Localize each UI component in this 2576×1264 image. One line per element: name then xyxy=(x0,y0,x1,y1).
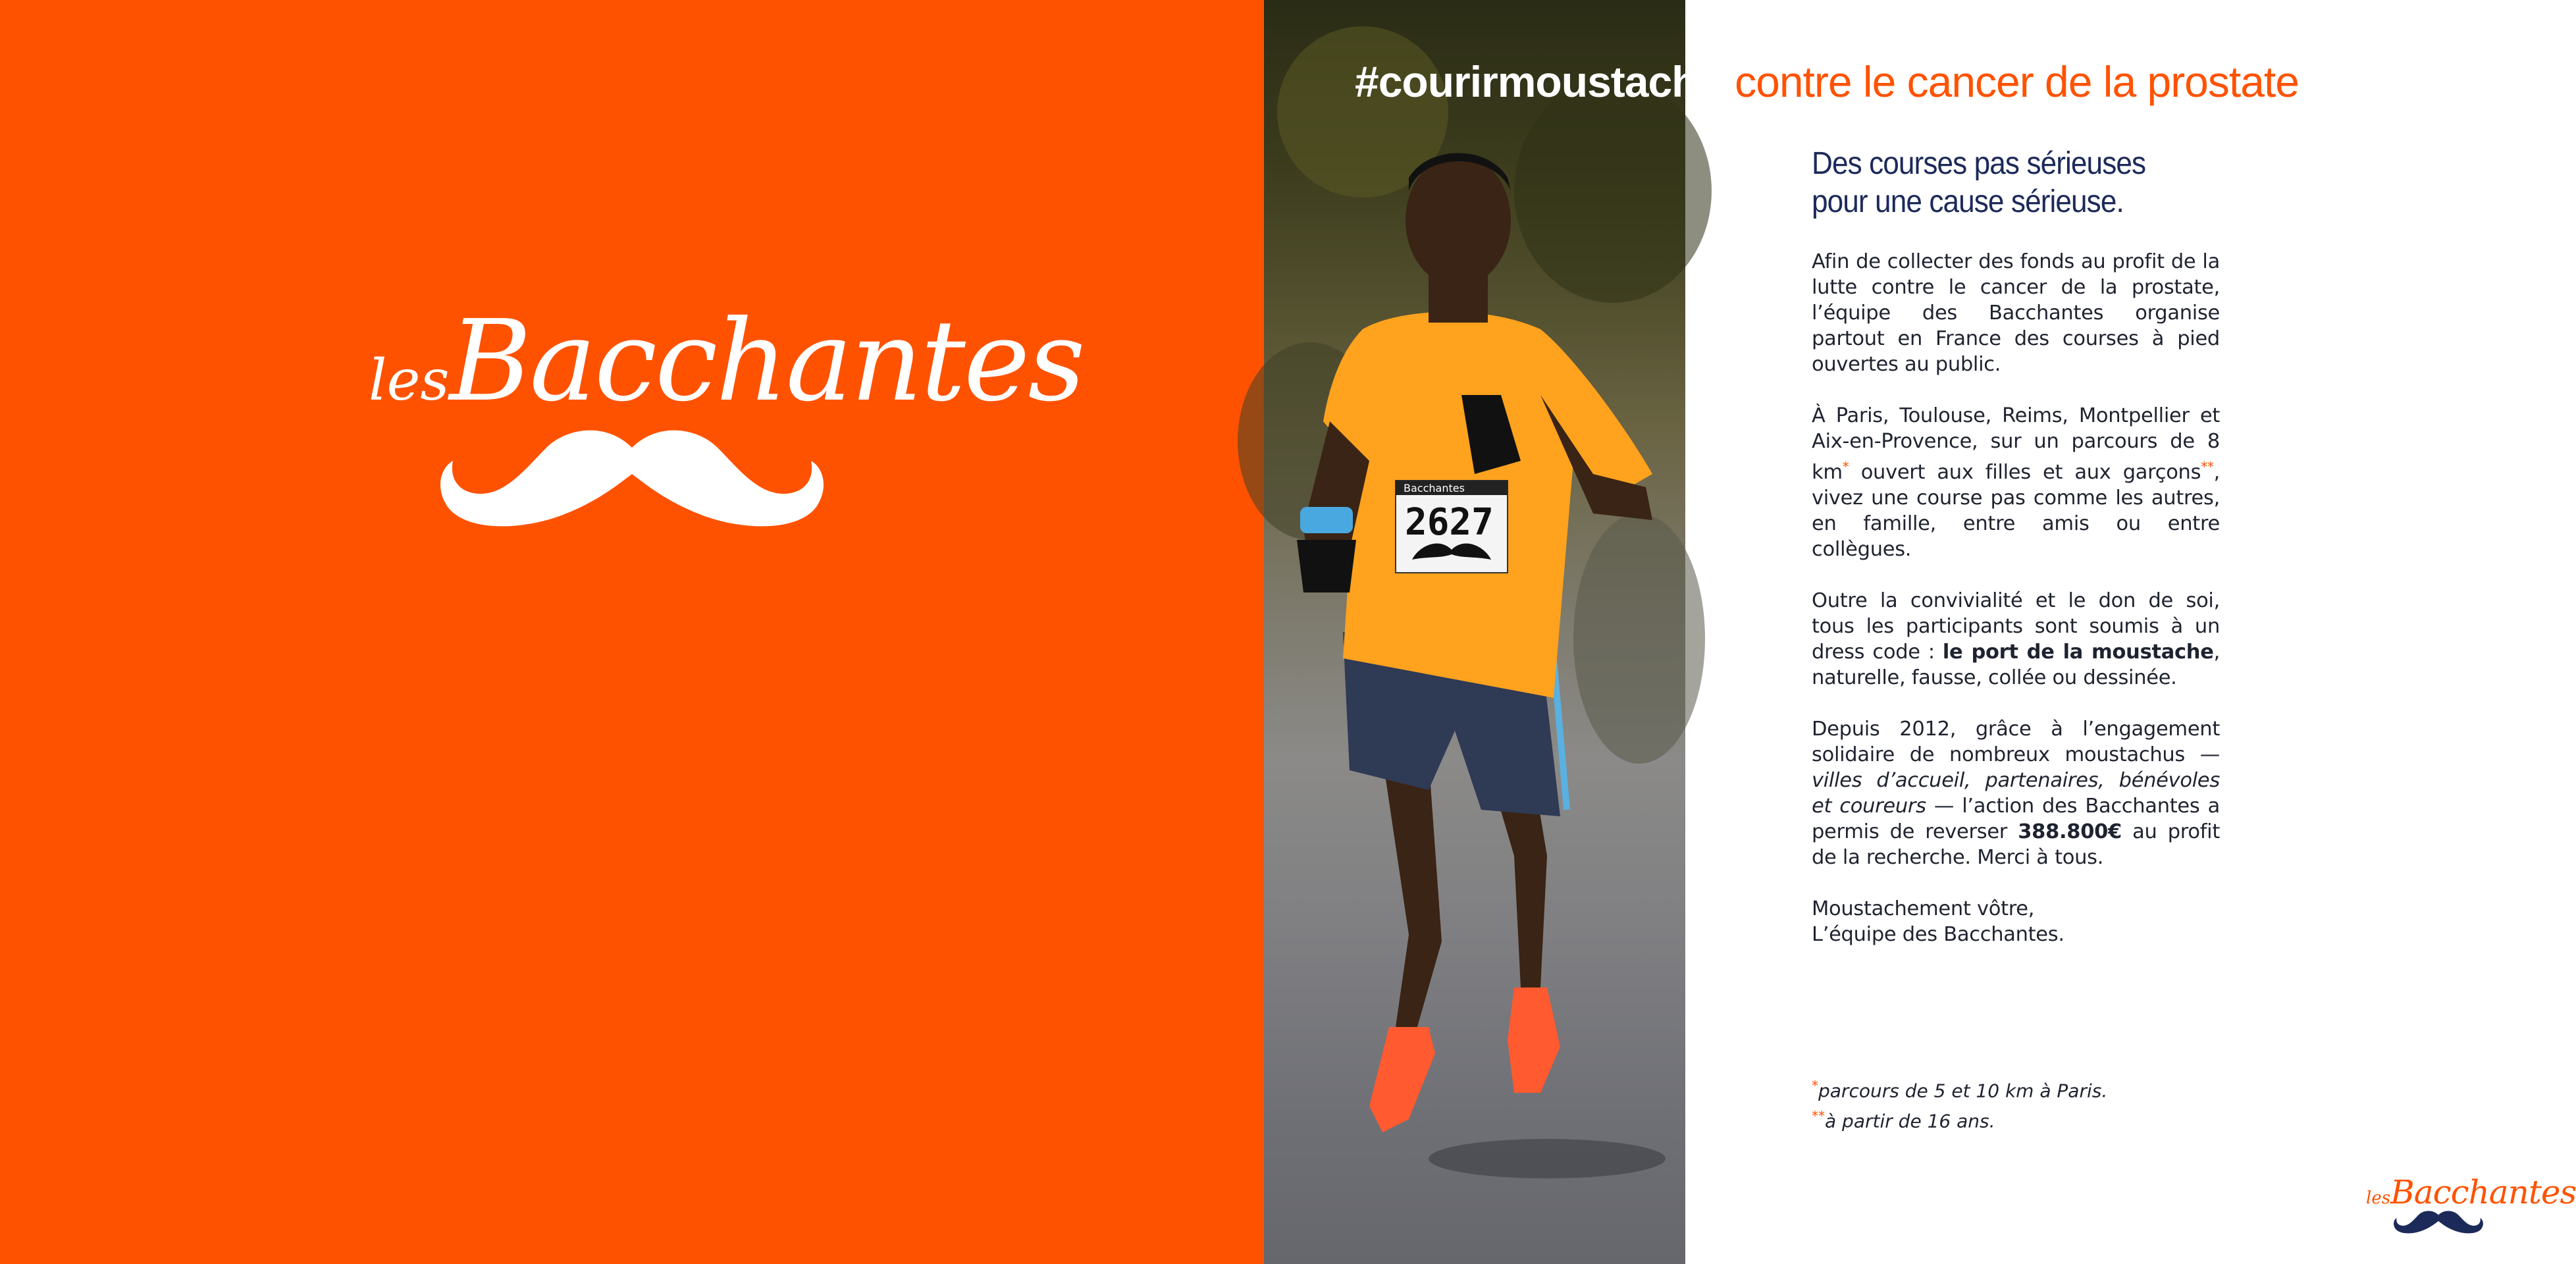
paragraph-since-c: — l’action des Bacchantes a permis de reverser xyxy=(1812,795,2220,844)
footnote-2-marker: ** xyxy=(1812,1108,1825,1124)
donation-amount: 388.800€ xyxy=(2018,820,2122,844)
paragraph-since-a: Depuis 2012, grâce à l’engagement solidaire de nombreux moustachus — xyxy=(1812,718,2220,767)
closing-line-2: L’équipe des Bacchantes. xyxy=(1812,923,2064,947)
paragraph-dress-a: Outre la convivialité et le don de soi, tous les participants sont soumis à un dress code : xyxy=(1812,589,2220,664)
footnote-1-text: parcours de 5 et 10 km à Paris. xyxy=(1818,1080,2108,1102)
footnote-2 xyxy=(1812,1103,2207,1134)
subtitle xyxy=(1812,145,2224,221)
bib-sponsor: Bacchantes xyxy=(1404,482,1465,494)
logo-small-les: les xyxy=(2366,1188,2391,1208)
paragraph-dress-c: , naturelle, fausse, collée ou dessinée. xyxy=(1812,641,2221,690)
footnote-marker-2: ** xyxy=(2201,459,2214,475)
logo-wordmark xyxy=(369,296,1084,427)
paragraph-dress-bold: le port de la moustache xyxy=(1942,641,2214,664)
body-column xyxy=(1812,145,2220,973)
logo-les: les xyxy=(369,348,450,413)
headline xyxy=(1355,54,2299,109)
logo-small-wordmark xyxy=(2366,1173,2576,1211)
logo-small-name: Bacchantes xyxy=(2390,1173,2576,1211)
paragraph-dress-code xyxy=(1812,588,2220,691)
headline-hashtag: #courirmoustachu xyxy=(1355,57,1723,106)
footnotes xyxy=(1812,1073,2207,1134)
bacchantes-logo xyxy=(369,296,1084,546)
footnote-1-marker: * xyxy=(1812,1078,1818,1093)
subtitle-line-1: Des courses pas sérieuses xyxy=(1812,146,2146,181)
footnote-marker-1: * xyxy=(1842,459,1849,475)
paragraph-intro: Afin de collecter des fonds au profit de la lutte contre le cancer de la prostate, l’équipe des Bacchantes organise partout en France des courses à pied ouvertes au public. xyxy=(1812,250,2220,376)
runner-photo xyxy=(1264,0,1685,1264)
logo-name: Bacchantes xyxy=(449,296,1084,427)
paragraph-cities xyxy=(1812,403,2220,562)
subtitle-line-2: pour une cause sérieuse. xyxy=(1812,184,2124,219)
closing-line-1: Moustachement vôtre, xyxy=(1812,897,2035,921)
footnote-2-text: à partir de 16 ans. xyxy=(1825,1110,1995,1132)
paragraph-since-2012 xyxy=(1812,716,2220,870)
mustache-icon-small xyxy=(2392,1207,2484,1236)
footnote-1 xyxy=(1812,1073,2207,1103)
paragraph-cities-b: ouvert aux filles et aux garçons xyxy=(1849,461,2201,485)
closing xyxy=(1812,896,2220,947)
paragraph-since-italic: villes d’accueil, partenaires, bénévoles et coureurs xyxy=(1812,769,2220,818)
paragraph-cities-a: À Paris, Toulouse, Reims, Montpellier et Aix-en-Provence, sur un parcours de 8 km xyxy=(1812,404,2220,485)
runner-figure xyxy=(1264,0,1685,1264)
bacchantes-logo-small xyxy=(2366,1173,2576,1246)
mustache-icon xyxy=(434,421,829,533)
paragraph-since-e: au profit de la recherche. Merci à tous. xyxy=(1812,820,2220,870)
cover-panel xyxy=(0,0,1264,1264)
bib-number: 2627 xyxy=(1405,501,1494,544)
paragraph-cities-c: , vivez une course pas comme les autres, en famille, entre amis ou entre collègues. xyxy=(1812,461,2220,562)
headline-rest: contre le cancer de la prostate xyxy=(1723,57,2299,106)
